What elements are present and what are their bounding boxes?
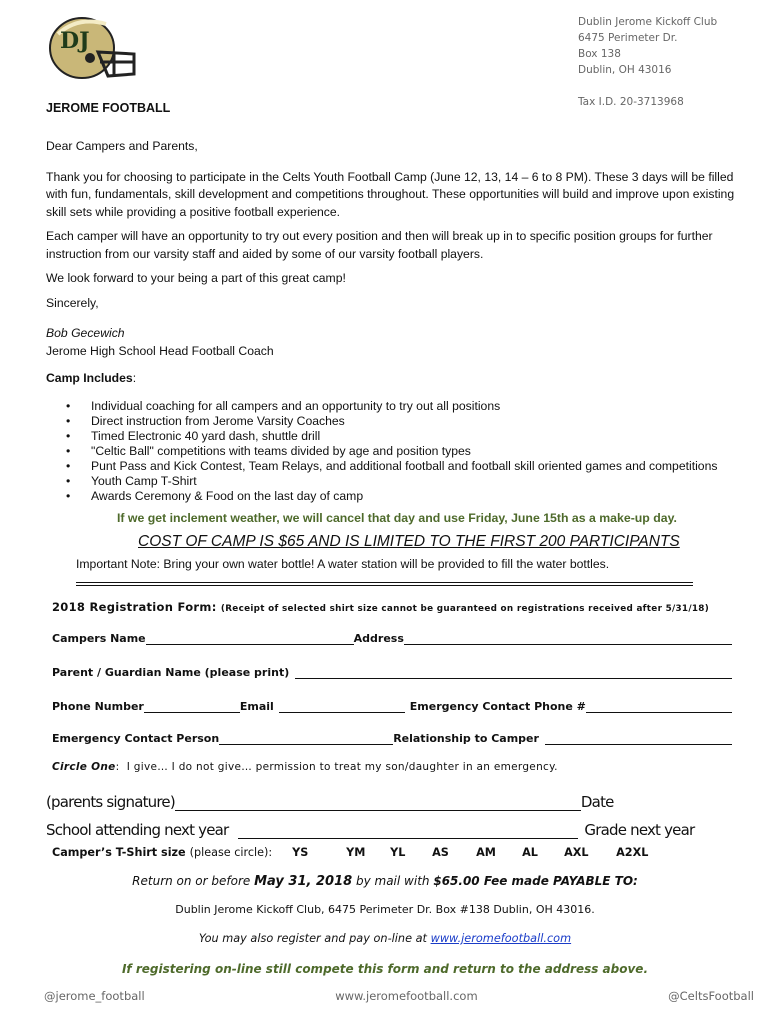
weather-note: If we get inclement weather, we will cancel that day and use Friday, June 15th as a make-up day. (117, 511, 677, 525)
page-title: JEROME FOOTBALL (46, 101, 171, 115)
phone-row (52, 695, 732, 713)
emergency-person-row (52, 727, 732, 745)
letter-paragraph: Thank you for choosing to participate in the Celts Youth Football Camp (June 12, 13, 14 – 6 to 8 PM). These 3 days will be filled with fun, fundamentals, skill development and competitions throughout. These opportunities will build and improve upon existing skill sets while providing a positive football experience. (46, 169, 735, 219)
school-label: School attending next year (46, 821, 229, 839)
footer-social-right: @CeltsFootball (668, 989, 754, 1003)
online-prefix: You may also register and pay on-line at (198, 932, 427, 945)
helmet-logo (48, 12, 138, 82)
consent-row: Circle One: I give… I do not give… permission to treat my son/daughter in an emergency. (52, 761, 558, 773)
online-registration (0, 932, 770, 945)
form-title (52, 600, 709, 614)
footer-website: www.jeromefootball.com (335, 989, 478, 1003)
campers-name-row (52, 627, 732, 645)
list-item: • Direct instruction from Jerome Varsity Coaches (66, 414, 746, 429)
shirt-size-option[interactable]: AXL (564, 846, 589, 859)
letter-paragraph: Each camper will have an opportunity to try out every position and then will break up in to specific position groups for further instruction from our varsity staff and aided by some of our varsity football players. (46, 229, 713, 261)
letter-paragraph: We look forward to your being a part of this great camp! (46, 271, 346, 285)
shirt-size-option[interactable]: YS (292, 846, 309, 859)
shirt-size-option[interactable]: AM (476, 846, 496, 859)
circle-label: Circle One (52, 761, 116, 773)
list-item: • Individual coaching for all campers and an opportunity to try out all positions (66, 399, 746, 414)
signer-title: Jerome High School Head Football Coach (46, 343, 274, 358)
emergency-person-label: Emergency Contact Person (52, 732, 220, 745)
signature-row (46, 793, 736, 811)
parent-row (52, 661, 732, 679)
consent-options[interactable]: I give… I do not give… permission to treat my son/daughter in an emergency. (126, 761, 558, 773)
relationship-label: Relationship to Camper (393, 732, 539, 745)
greeting: Dear Campers and Parents, (46, 139, 198, 153)
shirt-size-option[interactable]: YM (346, 846, 366, 859)
campers-name-field[interactable] (146, 633, 354, 645)
signer-name: Bob Gecewich (46, 326, 125, 340)
footer (44, 989, 754, 1003)
shirt-size-option[interactable]: A2XL (616, 846, 649, 859)
compete-note: If registering on-line still compete this form and return to the address above. (121, 962, 649, 976)
club-line: 6475 Perimeter Dr. (578, 32, 678, 44)
return-prefix: Return on or before (132, 874, 251, 888)
letter-body (46, 138, 746, 504)
email-field[interactable] (279, 701, 405, 713)
signature-label: (parents signature) (46, 793, 175, 811)
shirt-size-row (52, 846, 648, 859)
relationship-field[interactable] (545, 733, 732, 745)
date-label: Date (580, 793, 614, 811)
shirt-size-option[interactable]: AS (432, 846, 449, 859)
club-line: Box 138 (578, 48, 621, 60)
emergency-phone-label: Emergency Contact Phone # (409, 700, 586, 713)
address-label: Address (353, 632, 404, 645)
campers-name-label: Campers Name (52, 632, 146, 645)
return-middle: by mail with (355, 874, 430, 888)
shirt-size-option[interactable]: AL (522, 846, 538, 859)
club-address (578, 14, 717, 78)
list-item: • Youth Camp T-Shirt (66, 474, 746, 489)
list-item: • Punt Pass and Kick Contest, Team Relays, and additional football and football skill oriented games and competitions (66, 459, 746, 474)
cost-notice: COST OF CAMP IS $65 AND IS LIMITED TO THE FIRST 200 PARTICIPANTS (138, 533, 680, 550)
parent-label: Parent / Guardian Name (please print) (52, 666, 290, 679)
footer-social-left: @jerome_football (44, 989, 145, 1003)
camp-includes-list (66, 399, 746, 504)
tax-id: Tax I.D. 20-3713968 (578, 96, 684, 108)
camp-includes-heading: Camp Includes: (46, 371, 137, 385)
emergency-phone-field[interactable] (586, 701, 732, 713)
list-item: • Awards Ceremony & Food on the last day of camp (66, 489, 746, 504)
shirt-size-hint: (please circle): (189, 846, 273, 859)
return-deadline: May 31, 2018 (254, 874, 353, 889)
form-title-text: 2018 Registration Form: (52, 600, 217, 614)
fee-payable: $65.00 Fee made PAYABLE TO: (433, 874, 638, 888)
emergency-person-field[interactable] (219, 733, 393, 745)
shirt-size-label: Camper’s T-Shirt size (52, 846, 186, 859)
club-line: Dublin, OH 43016 (578, 64, 672, 76)
logo-lettering: DJ (60, 28, 90, 54)
shirt-size-option[interactable]: YL (390, 846, 406, 859)
mailing-address: Dublin Jerome Kickoff Club, 6475 Perimeter Dr. Box #138 Dublin, OH 43016. (175, 903, 595, 916)
water-note: Important Note: Bring your own water bottle! A water station will be provided to fill the water bottles. (76, 557, 610, 571)
registration-link[interactable]: www.jeromefootball.com (430, 932, 572, 945)
closing: Sincerely, (46, 295, 99, 310)
camp-includes-title: Camp Includes (46, 371, 133, 385)
return-instructions (0, 874, 770, 889)
address-field[interactable] (404, 633, 732, 645)
divider (76, 582, 693, 586)
signature-field[interactable] (175, 797, 581, 811)
form-title-note: (Receipt of selected shirt size cannot be guaranteed on registrations received after 5/31/18) (220, 604, 710, 614)
club-line: Dublin Jerome Kickoff Club (578, 16, 718, 28)
school-field[interactable] (238, 825, 578, 839)
grade-label: Grade next year (584, 821, 695, 839)
list-item: • "Celtic Ball" competitions with teams divided by age and position types (66, 444, 746, 459)
parent-field[interactable] (295, 667, 732, 679)
school-row (46, 821, 736, 839)
phone-field[interactable] (144, 701, 240, 713)
list-item: • Timed Electronic 40 yard dash, shuttle drill (66, 429, 746, 444)
phone-label: Phone Number (52, 700, 144, 713)
email-label: Email (239, 700, 274, 713)
